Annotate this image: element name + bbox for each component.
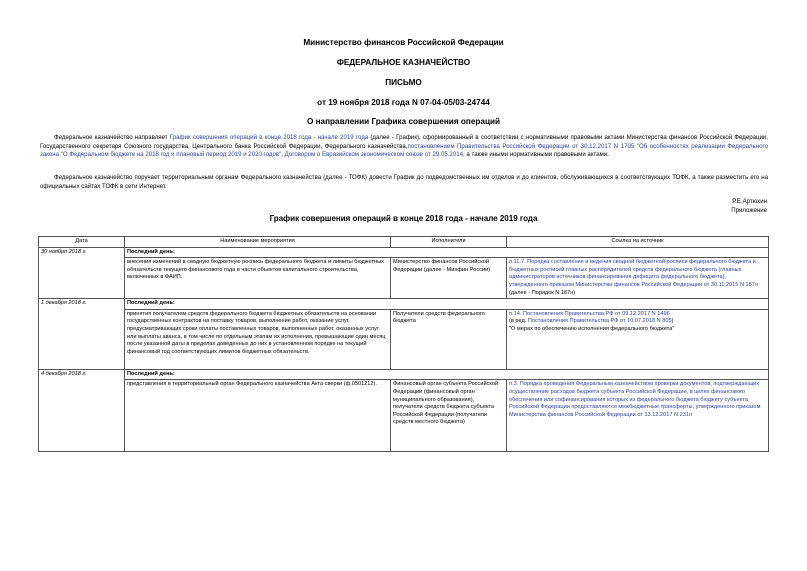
row-executors: Министерство финансов Российской Федерации (далее - Минфин России)	[391, 258, 507, 299]
row-event: принятия получателем средств федерального бюджета бюджетных обязательств на основании государственных контрактов на поставку товаров, выполнение работ, оказание услуг, предусматривающих сроки оплаты поставленных товаров, выполненных работ, оказанных услуг или выплаты аванса, в том числе по отдельным этапам их исполнения, превышающие один месяц после указанной даты в пределах доведенных до них в установленном порядке на текущий финансовый год соответствующих лимитов бюджетных обязательств.	[125, 309, 391, 369]
attachment-label: Приложение	[731, 207, 767, 214]
resolution-1705-link[interactable]: постановлением Правительства Российской Федерации от 30.12.2017 N 1705 "Об особенностях реализации Федерального закона "О Федеральном бюджете на 2018 год и плановый период 2019 и 2020 годов"	[40, 142, 768, 159]
last-day-label: Последний день:	[125, 299, 769, 310]
source-link[interactable]: п.3. Порядка проведения Федеральным казначейством проверки документов, подтверждающих осуществление расходов бюджета субъекта Российской Федерации, в целях финансового обеспечения или софинансирования которых из федерального бюджета бюджету субъекта Российской Федерации предоставляются межбюджетные трансферты, утвержденного приказом Министерства финансов Российской Федерации от 13.12.2017 N 231н	[509, 381, 761, 418]
paragraph-2: Федеральное казначейство поручает территориальным органам Федерального казначейства (далее - ТОФК) довести График до подведомственных им отделов и до клиентов, обслуживающихся в соответствующих ТОФК, а также разместить его на официальных сайтах ТОФК в сети Интернет.	[40, 174, 768, 190]
row-source: п.11.7. Порядка составления и ведения сводной бюджетной росписи федерального бюджета и бюджетных росписей главных распорядителей средств федерального бюджета (главных администраторов источников финансирования дефицита федерального бюджета), утвержденного приказом Министерства финансов Российской Федерации от 30.11.2015 N 187н (далее - Порядок N 187н)	[507, 258, 769, 299]
agency-heading: ФЕДЕРАЛЬНОЕ КАЗНАЧЕЙСТВО	[336, 58, 471, 67]
source-link[interactable]: п.11.7. Порядка составления и ведения сводной бюджетной росписи федерального бюджета и бюджетных росписей главных распорядителей средств федерального бюджета (главных администраторов источников финансирования дефицита федерального бюджета), утвержденного приказом Министерства финансов Российской Федерации от 30.11.2015 N 187н	[509, 259, 758, 288]
table-row	[39, 299, 769, 310]
table-row	[39, 258, 769, 299]
row-event: внесения изменений в сводную бюджетную роспись федерального бюджета и лимиты бюджетных обязательств текущего финансового года в части объектов капитального строительства, включенных в ФАИП.	[125, 258, 391, 299]
table-row	[39, 309, 769, 369]
doc-date-heading: от 19 ноября 2018 года N 07-04-05/03-24744	[317, 98, 490, 107]
row-date: 30 ноября 2018 г.	[39, 247, 125, 299]
subject-heading: О направлении Графика совершения операций	[306, 117, 501, 126]
row-executors: Финансовый орган субъекта Российской Федерации (финансовый орган муниципального образования), получатели средств бюджета субъекта Российской Федерации (получатели средств местного бюджета)	[391, 380, 507, 452]
ministry-heading: Министерство финансов Российской Федерации	[303, 38, 504, 47]
row-event: представления в территориальный орган Федерального казначейства Акта сверки (ф.0501212).	[125, 380, 391, 452]
table-row	[39, 247, 769, 258]
col-header-date: Дата	[39, 237, 125, 248]
last-day-label: Последний день:	[125, 369, 769, 380]
signature: Р.Е.Артюхин	[732, 198, 767, 205]
source-link[interactable]: п.14. Постановления Правительства РФ от 09.12.2017 N 1496	[509, 310, 670, 317]
col-header-event: Наименование мероприятия	[125, 237, 391, 248]
row-executors: Получатели средств федерального бюджета	[391, 309, 507, 369]
col-header-executors: Исполнители	[391, 237, 507, 248]
col-header-source: Ссылка на источник	[507, 237, 769, 248]
eaeu-treaty-link[interactable]: Договором о Евразийском экономическом союзе от 29.05.2014	[284, 151, 463, 159]
last-day-label: Последний день:	[125, 247, 769, 258]
doc-type-heading: ПИСЬМО	[385, 78, 422, 87]
table-header-row	[39, 237, 769, 248]
row-date: 1 декабря 2018 г.	[39, 299, 125, 370]
row-date: 4 декабря 2018 г.	[39, 369, 125, 452]
schedule-title: График совершения операций в конце 2018 года - начале 2019 года	[269, 214, 538, 223]
schedule-table	[38, 236, 769, 452]
row-source	[507, 380, 769, 452]
table-row	[39, 369, 769, 380]
schedule-link[interactable]: График совершения операций в конце 2018 года - начале 2019 года	[169, 134, 369, 141]
source-link-amendment[interactable]: Постановления Правительства РФ от 10.07.2018 N 805	[527, 318, 672, 325]
row-source: п.14. Постановления Правительства РФ от 09.12.2017 N 1496 (в ред. Постановления Правительства РФ от 10.07.2018 N 805) "О мерах по обеспечению исполнения федерального бюджета"	[507, 309, 769, 369]
table-row	[39, 380, 769, 452]
paragraph-1: Федеральное казначейство направляет График совершения операций в конце 2018 года - начале 2019 года (далее - График), сформированный в соответствии с нормативными правовыми актами Министерства финансов Российской Федерации, Государственного секретаря Союзного государства, Центрального банка Российской Федерации, Федерального казначейства,постановлением Правительства Российской Федерации от 30.12.2017 N 1705 "Об особенностях реализации Федерального закона "О Федеральном бюджете на 2018 год и плановый период 2019 и 2020 годов", Договором о Евразийском экономическом союзе от 29.05.2014, а также иными нормативными правовыми актами.	[40, 134, 768, 159]
